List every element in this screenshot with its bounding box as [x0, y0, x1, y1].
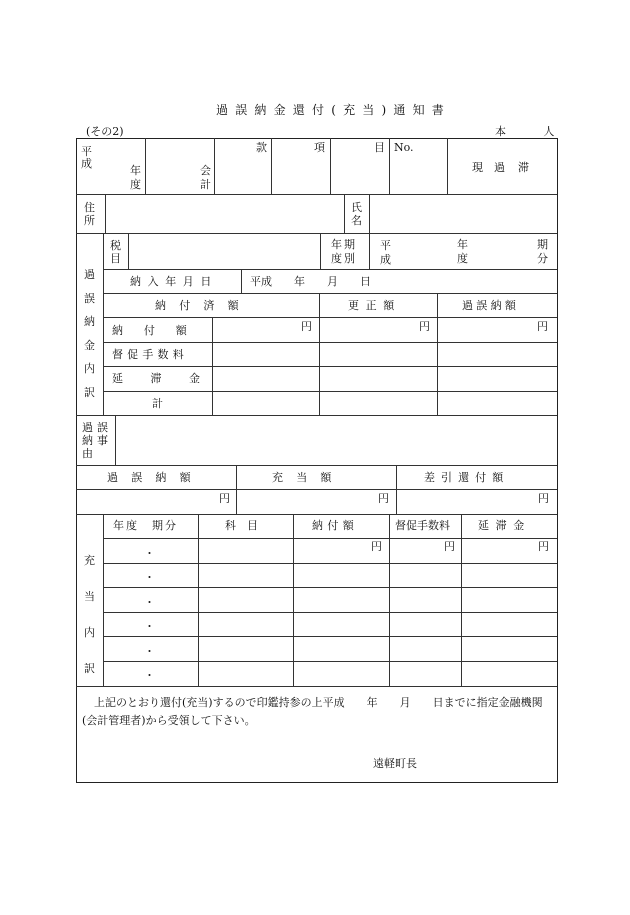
pay-date-value: 平成 年 月 日 — [250, 275, 371, 288]
era-label: 平成 — [81, 145, 92, 170]
row-payment: 納付額 — [112, 324, 208, 337]
kan-label: 款 — [256, 141, 267, 154]
summary-yen-1: 円 — [219, 492, 230, 505]
period-label-1: 年期 — [331, 238, 357, 251]
summary-refund-header: 差引還付額 — [424, 471, 510, 484]
yen-paid: 円 — [301, 320, 312, 333]
yen-overpaid: 円 — [537, 320, 548, 333]
row-total: 計 — [152, 397, 163, 410]
status-current: 現 — [472, 161, 483, 174]
alloc-header-dunning: 督促手数料 — [395, 519, 450, 532]
col-paid-header: 納付済額 — [155, 299, 252, 312]
col-corrected-header: 更正額 — [348, 299, 401, 312]
reason-label: 過誤納事由 — [82, 421, 112, 460]
allocation-side-label: 充当内訳 — [84, 554, 95, 675]
alloc-header-year-period: 年度 期分 — [113, 519, 178, 532]
alloc-dot-4: ・ — [144, 620, 155, 633]
name-label: 氏名 — [351, 201, 362, 227]
row-late-fee: 延滞金 — [112, 372, 228, 385]
period-label-2: 度別 — [331, 252, 357, 265]
pay-date-label: 納入年月日 — [130, 275, 218, 288]
alloc-dot-2: ・ — [144, 571, 155, 584]
alloc-yen-dunning: 円 — [444, 540, 455, 553]
alloc-yen-late: 円 — [538, 540, 549, 553]
period-era-label: 平成 — [380, 239, 391, 266]
summary-applied-header: 充当額 — [272, 471, 345, 484]
summary-yen-3: 円 — [538, 492, 549, 505]
address-label: 住所 — [84, 201, 95, 227]
period-char: 期 — [537, 238, 548, 251]
yen-corrected: 円 — [419, 320, 430, 333]
alloc-dot-6: ・ — [144, 669, 155, 682]
alloc-dot-5: ・ — [144, 645, 155, 658]
col-overpaid-header: 過誤納額 — [462, 299, 520, 312]
account-label: 会計 — [200, 164, 211, 191]
summary-yen-2: 円 — [378, 492, 389, 505]
row-dunning-fee: 督促手数料 — [112, 348, 188, 361]
year-char: 年 — [457, 238, 468, 251]
year-label: 年度 — [130, 164, 141, 191]
alloc-header-late: 延滞金 — [478, 519, 531, 532]
notice-text: 上記のとおり還付(充当)するので印鑑持参の上平成 年 月 日までに指定金融機関(会計管理者)から受領して下さい。 — [82, 696, 543, 727]
degree-char: 度 — [457, 252, 468, 265]
signature: 遠軽町長 — [373, 757, 417, 770]
status-overpaid: 過 — [494, 161, 505, 174]
moku-label: 目 — [374, 141, 385, 154]
subtitle-right: 本 人 — [495, 125, 568, 138]
alloc-header-subject: 科 目 — [225, 519, 258, 532]
overpayment-side-label: 過誤納金内訳 — [84, 268, 95, 399]
status-delinquent: 滞 — [518, 161, 529, 174]
subtitle-left: (その2) — [86, 125, 124, 138]
alloc-header-payment: 納付額 — [312, 519, 359, 532]
summary-overpaid-header: 過誤納額 — [107, 471, 204, 484]
alloc-yen-payment: 円 — [371, 540, 382, 553]
kou-label: 項 — [314, 141, 325, 154]
document-title: 過誤納金還付(充当)通知書 — [216, 103, 451, 117]
alloc-dot-1: ・ — [144, 547, 155, 560]
minute-char: 分 — [537, 252, 548, 265]
alloc-dot-3: ・ — [144, 596, 155, 609]
no-label: No. — [394, 141, 414, 154]
tax-label: 税目 — [110, 239, 121, 265]
